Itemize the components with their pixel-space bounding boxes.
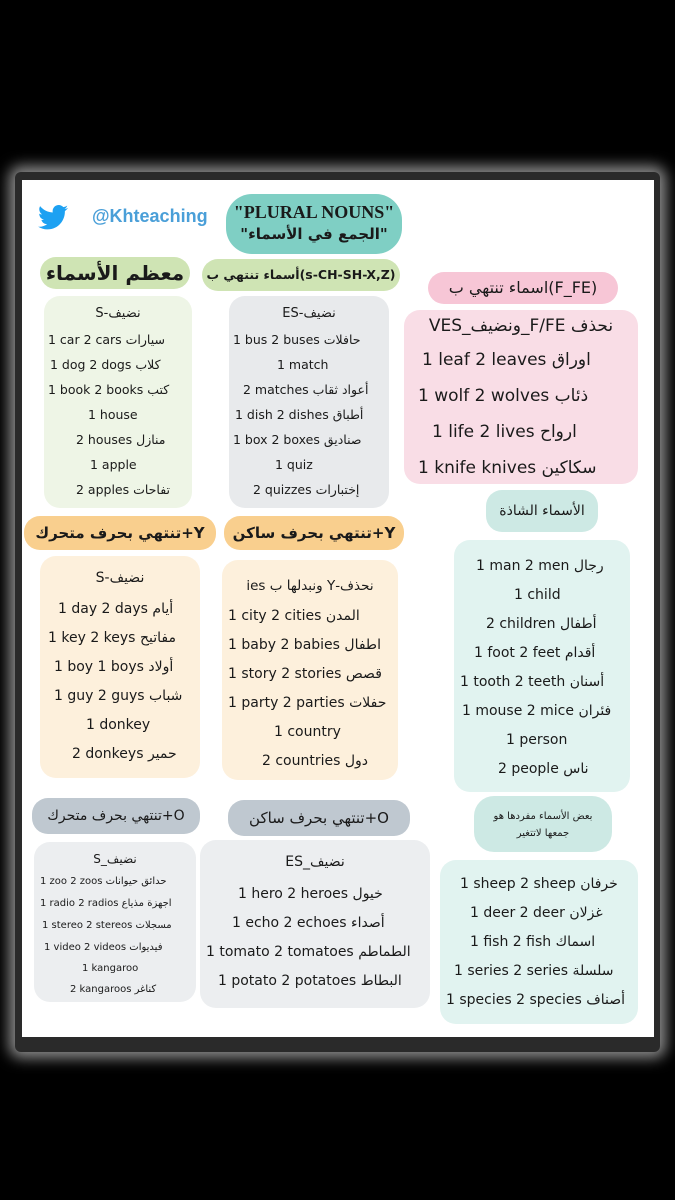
same-plural-card: [440, 860, 638, 1024]
list-item: 1 hero 2 heroes خيول: [238, 886, 383, 902]
list-item: 1 donkey: [86, 717, 151, 733]
consonant-o-rule: نضيف_ES: [285, 854, 345, 870]
es-nouns-rule: نضيف-ES: [282, 306, 336, 321]
consonant-y-card: [222, 560, 398, 780]
list-item: 2 quizzes إختبارات: [253, 482, 360, 497]
f-fe-rule: نحذف F/FE_ونضيف_VES: [428, 316, 614, 336]
title-english: "PLURAL NOUNS": [233, 202, 395, 222]
twitter-handle: @Khteaching: [92, 206, 208, 226]
es-nouns-card: [229, 296, 389, 508]
list-item: 1 kangaroo: [82, 963, 139, 974]
vowel-y-heading: تنتهي بحرف متحرك+Y: [24, 516, 216, 550]
list-item: 1 zoo 2 zoos حدائق حيوانات: [40, 876, 167, 887]
consonant-y-rule: نحذف-Y ونبدلها ب ies: [246, 578, 374, 594]
consonant-o-heading: تنتهي بحرف ساكن+O: [228, 800, 410, 836]
list-item: 1 child: [514, 587, 561, 603]
es-nouns-heading: أسماء تنتهي ب(s-CH-SH-X,Z): [202, 259, 400, 291]
list-item: 1 story 2 stories قصص: [228, 666, 382, 682]
consonant-o-card: [200, 840, 430, 1008]
list-item: 1 person: [506, 732, 568, 748]
list-item: 1 fish 2 fish اسماك: [470, 934, 596, 950]
list-item: 1 dog 2 dogs كلاب: [50, 357, 161, 372]
title-box: [226, 194, 402, 254]
list-item: 2 countries دول: [262, 753, 369, 769]
list-item: 1 deer 2 deer غزلان: [470, 905, 603, 921]
list-item: 1 leaf 2 leaves اوراق: [422, 350, 591, 370]
list-item: 1 key 2 keys مفاتيح: [48, 630, 176, 646]
list-item: 1 baby 2 babies اطفال: [228, 637, 381, 653]
list-item: 1 mouse 2 mice فئران: [462, 703, 612, 719]
list-item: 1 guy 2 guys شباب: [54, 688, 183, 704]
list-item: 1 country: [274, 724, 341, 740]
same-plural-heading: بعض الأسماء مفردها هو جمعها لاتتغير: [493, 811, 593, 839]
list-item: 1 boy 1 boys أولاد: [54, 659, 174, 675]
list-item: 1 day 2 days أيام: [58, 601, 174, 617]
most-nouns-heading: معظم الأسماء: [40, 257, 190, 289]
list-item: 1 tomato 2 tomatoes الطماطم: [206, 944, 411, 960]
list-item: 1 car 2 cars سيارات: [48, 332, 165, 347]
most-nouns-card: [44, 296, 192, 508]
list-item: 1 bus 2 buses حافلات: [233, 332, 361, 347]
vowel-o-heading: تنتهي بحرف متحرك+O: [32, 798, 200, 834]
list-item: 2 houses منازل: [76, 432, 166, 447]
list-item: 1 book 2 books كتب: [48, 382, 170, 397]
list-item: 2 people ناس: [498, 761, 589, 777]
vowel-y-card: [40, 556, 200, 778]
same-plural-heading-box: [474, 796, 612, 852]
title-arabic: "الجمع في الأسماء": [240, 225, 388, 243]
vowel-o-rule: نضيف_S: [93, 852, 137, 866]
list-item: 1 knife knives سكاكين: [418, 458, 597, 478]
f-fe-heading: اسماء تنتهي ب(F_FE): [428, 272, 618, 304]
consonant-y-heading: تنتهي بحرف ساكن+Y: [224, 516, 404, 550]
list-item: 1 potato 2 potatoes البطاط: [218, 973, 402, 989]
list-item: 1 house: [88, 407, 138, 422]
list-item: 1 stereo 2 stereos مسجلات: [42, 920, 172, 931]
list-item: 1 quiz: [275, 457, 313, 472]
list-item: 1 species 2 species أصناف: [446, 992, 625, 1008]
most-nouns-rule: نضيف-S: [95, 306, 141, 321]
list-item: 1 party 2 parties حفلات: [228, 695, 387, 711]
list-item: 1 video 2 videos فيديوات: [44, 942, 163, 953]
f-fe-card: [404, 310, 638, 484]
list-item: 1 man 2 men رجال: [476, 558, 604, 574]
list-item: 1 radio 2 radios اجهزة مذياع: [40, 898, 172, 909]
vowel-y-rule: نضيف-S: [95, 570, 145, 586]
list-item: 1 city 2 cities المدن: [228, 608, 360, 624]
irregular-card: [454, 540, 630, 792]
list-item: 1 apple: [90, 457, 137, 472]
list-item: 2 kangaroos كناغر: [70, 984, 157, 995]
list-item: 2 children أطفال: [486, 616, 597, 632]
list-item: 1 echo 2 echoes أصداء: [232, 915, 385, 931]
vowel-o-card: [34, 842, 196, 1002]
list-item: 1 life 2 lives ارواح: [432, 422, 577, 442]
irregular-heading: الأسماء الشاذة: [486, 490, 598, 532]
list-item: 2 donkeys حمير: [72, 746, 177, 762]
list-item: 2 matches أعواد ثقاب: [243, 382, 369, 397]
list-item: 1 sheep 2 sheep خرفان: [460, 876, 618, 892]
list-item: 1 series 2 series سلسلة: [454, 963, 614, 979]
list-item: 1 tooth 2 teeth أسنان: [460, 674, 605, 690]
list-item: 1 match: [277, 357, 329, 372]
list-item: 1 dish 2 dishes أطباق: [235, 407, 364, 422]
list-item: 1 box 2 boxes صناديق: [233, 432, 362, 447]
list-item: 1 wolf 2 wolves ذئاب: [418, 386, 589, 406]
twitter-bird-icon: [38, 205, 68, 230]
list-item: 1 foot 2 feet أقدام: [474, 645, 596, 661]
list-item: 2 apples تفاحات: [76, 482, 171, 497]
